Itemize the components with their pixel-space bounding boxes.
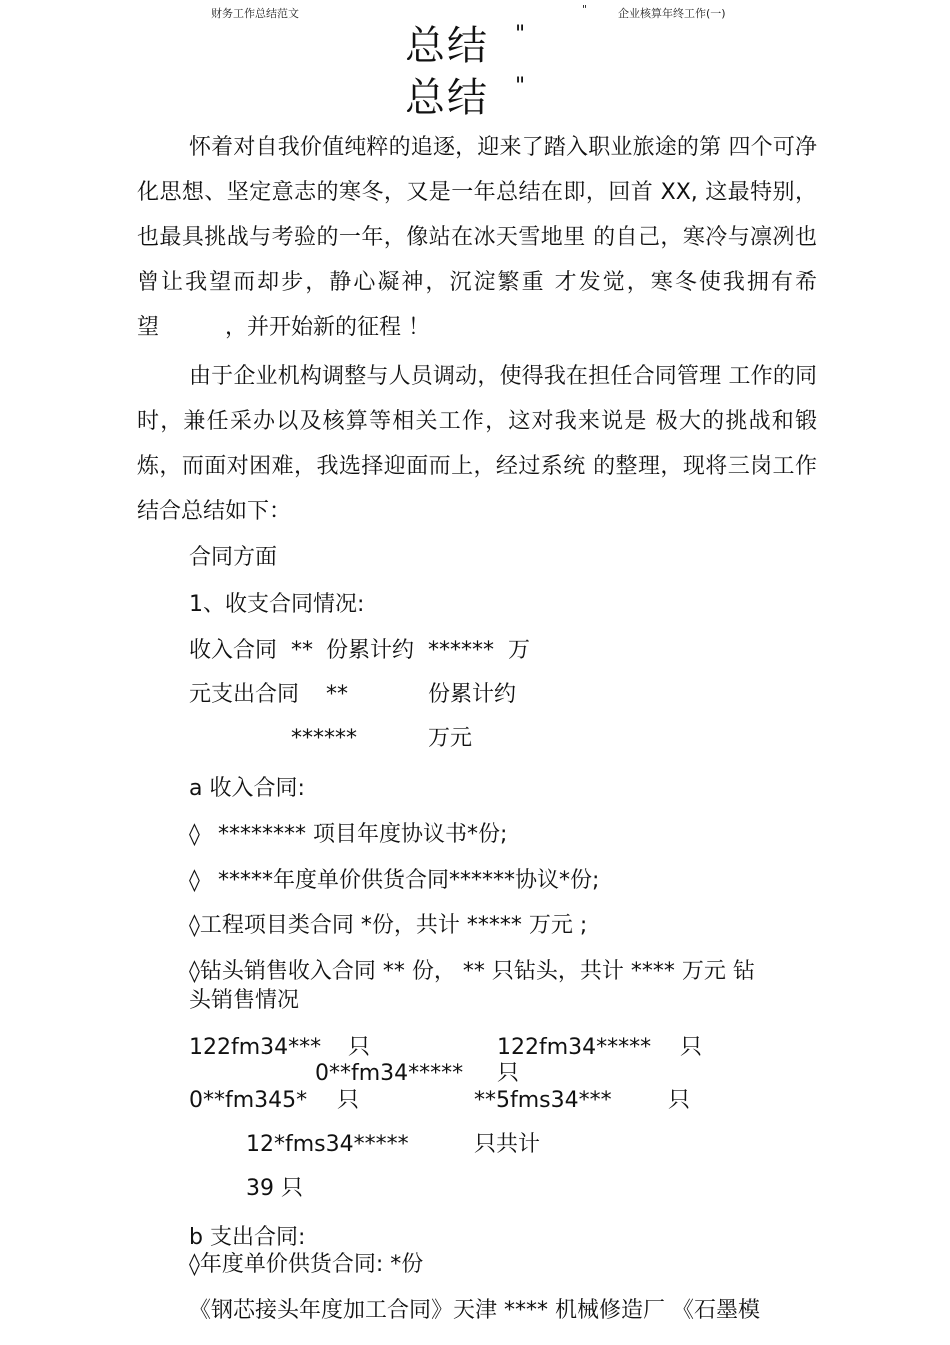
income-amount: ****** [428, 638, 494, 663]
bullet-mark: ◊ [189, 868, 200, 893]
drill-model: 122fm34***** [497, 1035, 652, 1060]
income-total-label: 份累计约 [326, 638, 415, 663]
bullet-item: ◊年度单价供货合同: *份 [189, 1252, 424, 1277]
income-label: 收入合同 [189, 638, 278, 663]
header-mark: " [582, 3, 588, 16]
drill-total-label: 只共计 [474, 1132, 541, 1157]
contract-title-line: 《钢芯接头年度加工合同》天津 **** 机械修造厂 《石墨模 [189, 1298, 760, 1323]
bullet-item: *****年度单价供货合同******协议*份; [218, 868, 600, 893]
drill-total-value: 39 只 [246, 1176, 303, 1201]
item-heading: 1、收支合同情况: [189, 592, 365, 617]
drill-unit: 只 [497, 1061, 520, 1086]
drill-model: 0**fm345* [189, 1088, 308, 1113]
summary-paragraph: 由于企业机构调整与人员调动，使得我在担任合同管理 工作的同时，兼任采办以及核算等相关工作，这对我来说是 极大的挑战和锻炼，而面对困难，我选择迎面而上，经过系统 的整理，现将三岗工作结合总结如下： [137, 364, 817, 524]
drill-model: 122fm34*** [189, 1035, 322, 1060]
expense-contracts-heading: b 支出合同: [189, 1225, 306, 1250]
drill-unit: 只 [668, 1088, 691, 1113]
header-left-text: 财务工作总结范文 [211, 7, 299, 20]
expense-label: 元支出合同 [189, 682, 300, 707]
bullet-item: ******** 项目年度协议书*份; [218, 822, 508, 847]
bullet-item: ◊钻头销售收入合同 ** 份， ** 只钻头，共计 **** 万元 钻 [189, 959, 755, 984]
drill-model: 0**fm34***** [315, 1061, 464, 1086]
expense-amount: ****** [291, 726, 357, 751]
expense-total-label: 份累计约 [428, 682, 517, 707]
drill-unit: 只 [348, 1035, 371, 1060]
header-right-text: 企业核算年终工作(一) [618, 7, 726, 20]
drill-unit: 只 [337, 1088, 360, 1113]
income-unit: 万 [508, 638, 531, 663]
drill-model: 12*fms34***** [246, 1132, 409, 1157]
income-contracts-heading: a 收入合同: [189, 776, 305, 801]
bullet-item: ◊工程项目类合同 *份，共计 ***** 万元 ; [189, 913, 588, 938]
drill-unit: 只 [680, 1035, 703, 1060]
page-title-repeat: 总结 [405, 75, 489, 121]
expense-unit: 万元 [428, 726, 473, 751]
bullet-mark: ◊ [189, 822, 200, 847]
title-quote-mark-repeat: " [515, 74, 526, 99]
bullet-item-continued: 头销售情况 [189, 988, 300, 1013]
drill-model: **5fms34*** [474, 1088, 612, 1113]
page-title: 总结 [405, 23, 489, 69]
intro-paragraph: 怀着对自我价值纯粹的追逐，迎来了踏入职业旅途的第 四个可净化思想、坚定意志的寒冬，又是一年总结在即，回首 XX, 这最特别，也最具挑战与考验的一年，像站在冰天雪地里 的自己，寒冷与凛冽也曾让我望而却步，静心凝神，沉淀繁重 才发觉，寒冬使我拥有希望 ，并开始新的征程 ！ [137, 135, 817, 340]
income-count: ** [291, 638, 313, 663]
title-quote-mark: " [515, 22, 526, 47]
expense-count: ** [326, 682, 348, 707]
section-heading: 合同方面 [189, 545, 278, 570]
